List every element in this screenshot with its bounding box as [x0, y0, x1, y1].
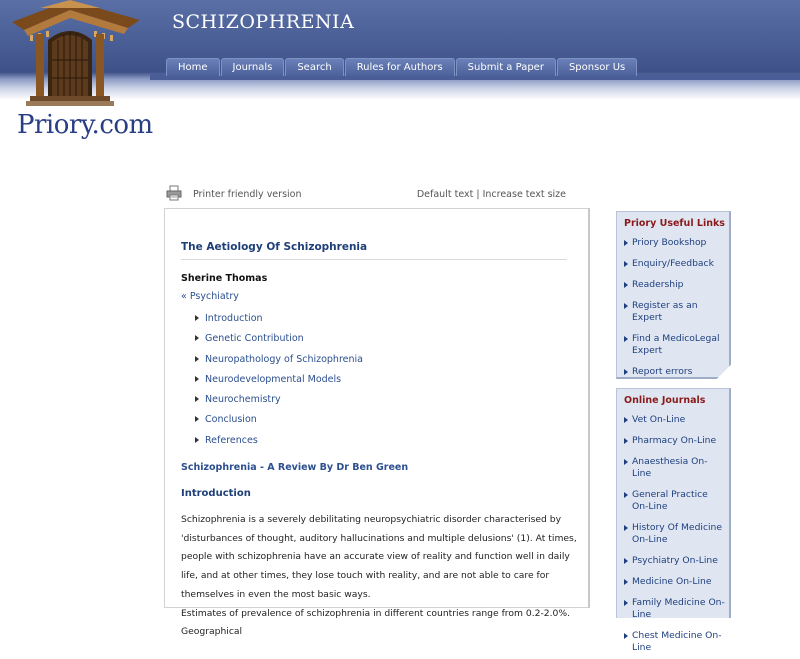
toc-item-neurodevelopmental-models[interactable]: [195, 374, 363, 394]
arrow-right-icon: [624, 336, 628, 342]
journal-link-label: Vet On-Line: [632, 414, 686, 425]
category-link-psychiatry[interactable]: « Psychiatry: [181, 291, 239, 302]
journal-link-chest-medicine[interactable]: [617, 626, 729, 659]
main-nav: [166, 58, 637, 76]
section-heading-introduction: Introduction: [181, 488, 251, 499]
nav-tab-rules-for-authors[interactable]: Rules for Authors: [345, 58, 455, 76]
journal-link-family-medicine[interactable]: [617, 593, 729, 626]
sidebar-link-report-errors[interactable]: [617, 362, 729, 383]
sidebar-link-label: Enquiry/Feedback: [632, 258, 714, 269]
toc-item-references[interactable]: [195, 435, 363, 455]
site-title: SCHIZOPHRENIA: [172, 11, 355, 33]
article-body: [181, 511, 579, 642]
journal-link-label: Psychiatry On-Line: [632, 555, 718, 566]
priory-logo[interactable]: [0, 0, 160, 150]
journal-link-general-practice[interactable]: [617, 485, 729, 518]
printer-icon[interactable]: [166, 185, 182, 201]
arrow-right-icon: [195, 315, 199, 321]
arrow-right-icon: [195, 437, 199, 443]
printer-friendly-link[interactable]: Printer friendly version: [193, 189, 302, 200]
sidebar-link-label: Report errors: [632, 366, 693, 377]
useful-links-heading: Priory Useful Links: [624, 218, 725, 229]
arrow-right-icon: [624, 558, 628, 564]
table-of-contents: [195, 313, 363, 455]
journal-link-label: Pharmacy On-Line: [632, 435, 717, 446]
toc-item-genetic-contribution[interactable]: [195, 333, 363, 353]
arrow-right-icon: [624, 282, 628, 288]
journal-link-label: Anaesthesia On-Line: [632, 456, 708, 479]
journal-link-label: History Of Medicine On-Line: [632, 522, 723, 545]
page-curl-decoration: [717, 365, 731, 379]
toc-item-label: Neurodevelopmental Models: [205, 373, 342, 385]
arrow-right-icon: [195, 416, 199, 422]
useful-links-box: [616, 211, 731, 379]
arrow-right-icon: [624, 633, 628, 639]
nav-tab-sponsor-us[interactable]: Sponsor Us: [557, 58, 637, 76]
nav-tab-journals[interactable]: Journals: [221, 58, 285, 76]
online-journals-list: [617, 410, 729, 659]
arrow-right-icon: [624, 459, 628, 465]
journal-link-psychiatry[interactable]: [617, 551, 729, 572]
toc-item-label: Introduction: [205, 313, 263, 324]
arrow-right-icon: [624, 600, 628, 606]
sidebar-link-label: Readership: [632, 279, 684, 290]
arrow-right-icon: [624, 303, 628, 309]
sidebar-link-label: Find a MedicoLegal Expert: [632, 333, 720, 356]
paragraph: Estimates of prevalence of schizophrenia in different countries range from 0.2-2.0%. Geographical: [181, 607, 571, 638]
arrow-right-icon: [624, 525, 628, 531]
arrow-right-icon: [624, 492, 628, 498]
toc-item-introduction[interactable]: [195, 313, 363, 333]
online-journals-heading: Online Journals: [624, 395, 706, 406]
toc-item-label: Neuropathology of Schizophrenia: [205, 353, 363, 365]
gatehouse-logo-icon: [0, 0, 160, 110]
article-toolbar: [166, 185, 568, 205]
paragraph: Schizophrenia is a severely debilitating neuropsychiatric disorder characterised by 'disturbances of thought, auditory hallucinations and multiple delusions' (1). At times, people with schizophrenia have an accurate view of reality and function well in daily life, and at other times, they lose touch with reality, and are not able to care for themselves in even the most basic ways.: [181, 514, 577, 600]
logo-wordmark: Priory.com: [17, 110, 153, 140]
review-link[interactable]: Schizophrenia - A Review By Dr Ben Green: [181, 462, 409, 473]
sidebar-link-register-expert[interactable]: [617, 296, 729, 329]
nav-tab-submit-a-paper[interactable]: Submit a Paper: [456, 58, 556, 76]
journal-link-label: Family Medicine On-Line: [632, 597, 725, 620]
arrow-right-icon: [624, 417, 628, 423]
journal-link-pharmacy[interactable]: [617, 431, 729, 452]
arrow-right-icon: [195, 356, 199, 362]
sidebar-link-find-medicolegal-expert[interactable]: [617, 329, 729, 362]
useful-links-list: [617, 233, 729, 383]
arrow-right-icon: [195, 335, 199, 341]
arrow-right-icon: [195, 396, 199, 402]
journal-link-anaesthesia[interactable]: [617, 452, 729, 485]
journal-link-history-of-medicine[interactable]: [617, 518, 729, 551]
toc-item-label: Genetic Contribution: [205, 333, 304, 345]
arrow-right-icon: [624, 438, 628, 444]
toc-item-label: References: [205, 434, 258, 446]
arrow-right-icon: [624, 369, 628, 375]
arrow-right-icon: [195, 376, 199, 382]
journal-link-vet[interactable]: [617, 410, 729, 431]
arrow-right-icon: [624, 579, 628, 585]
journal-link-label: General Practice On-Line: [632, 489, 708, 512]
sidebar-link-label: Register as an Expert: [632, 300, 698, 323]
toc-item-neuropathology[interactable]: [195, 354, 363, 374]
journal-link-label: Chest Medicine On-Line: [632, 630, 722, 653]
arrow-right-icon: [624, 240, 628, 246]
toc-item-conclusion[interactable]: [195, 414, 363, 434]
toc-item-neurochemistry[interactable]: [195, 394, 363, 414]
online-journals-box: [616, 388, 731, 653]
journal-link-label: Medicine On-Line: [632, 576, 712, 587]
article-panel: [164, 208, 590, 638]
nav-tab-search[interactable]: Search: [285, 58, 343, 76]
text-size-controls[interactable]: Default text | Increase text size: [416, 189, 566, 200]
toc-item-label: Conclusion: [205, 414, 257, 426]
journal-link-medicine[interactable]: [617, 572, 729, 593]
nav-tab-home[interactable]: Home: [166, 58, 220, 76]
sidebar-link-readership[interactable]: [617, 275, 729, 296]
arrow-right-icon: [624, 261, 628, 267]
toc-item-label: Neurochemistry: [205, 394, 281, 406]
sidebar-link-priory-bookshop[interactable]: [617, 233, 729, 254]
sidebar-link-enquiry-feedback[interactable]: [617, 254, 729, 275]
article-author: Sherine Thomas: [181, 273, 268, 284]
article-title: The Aetiology Of Schizophrenia: [181, 241, 567, 260]
sidebar-link-label: Priory Bookshop: [632, 237, 707, 248]
